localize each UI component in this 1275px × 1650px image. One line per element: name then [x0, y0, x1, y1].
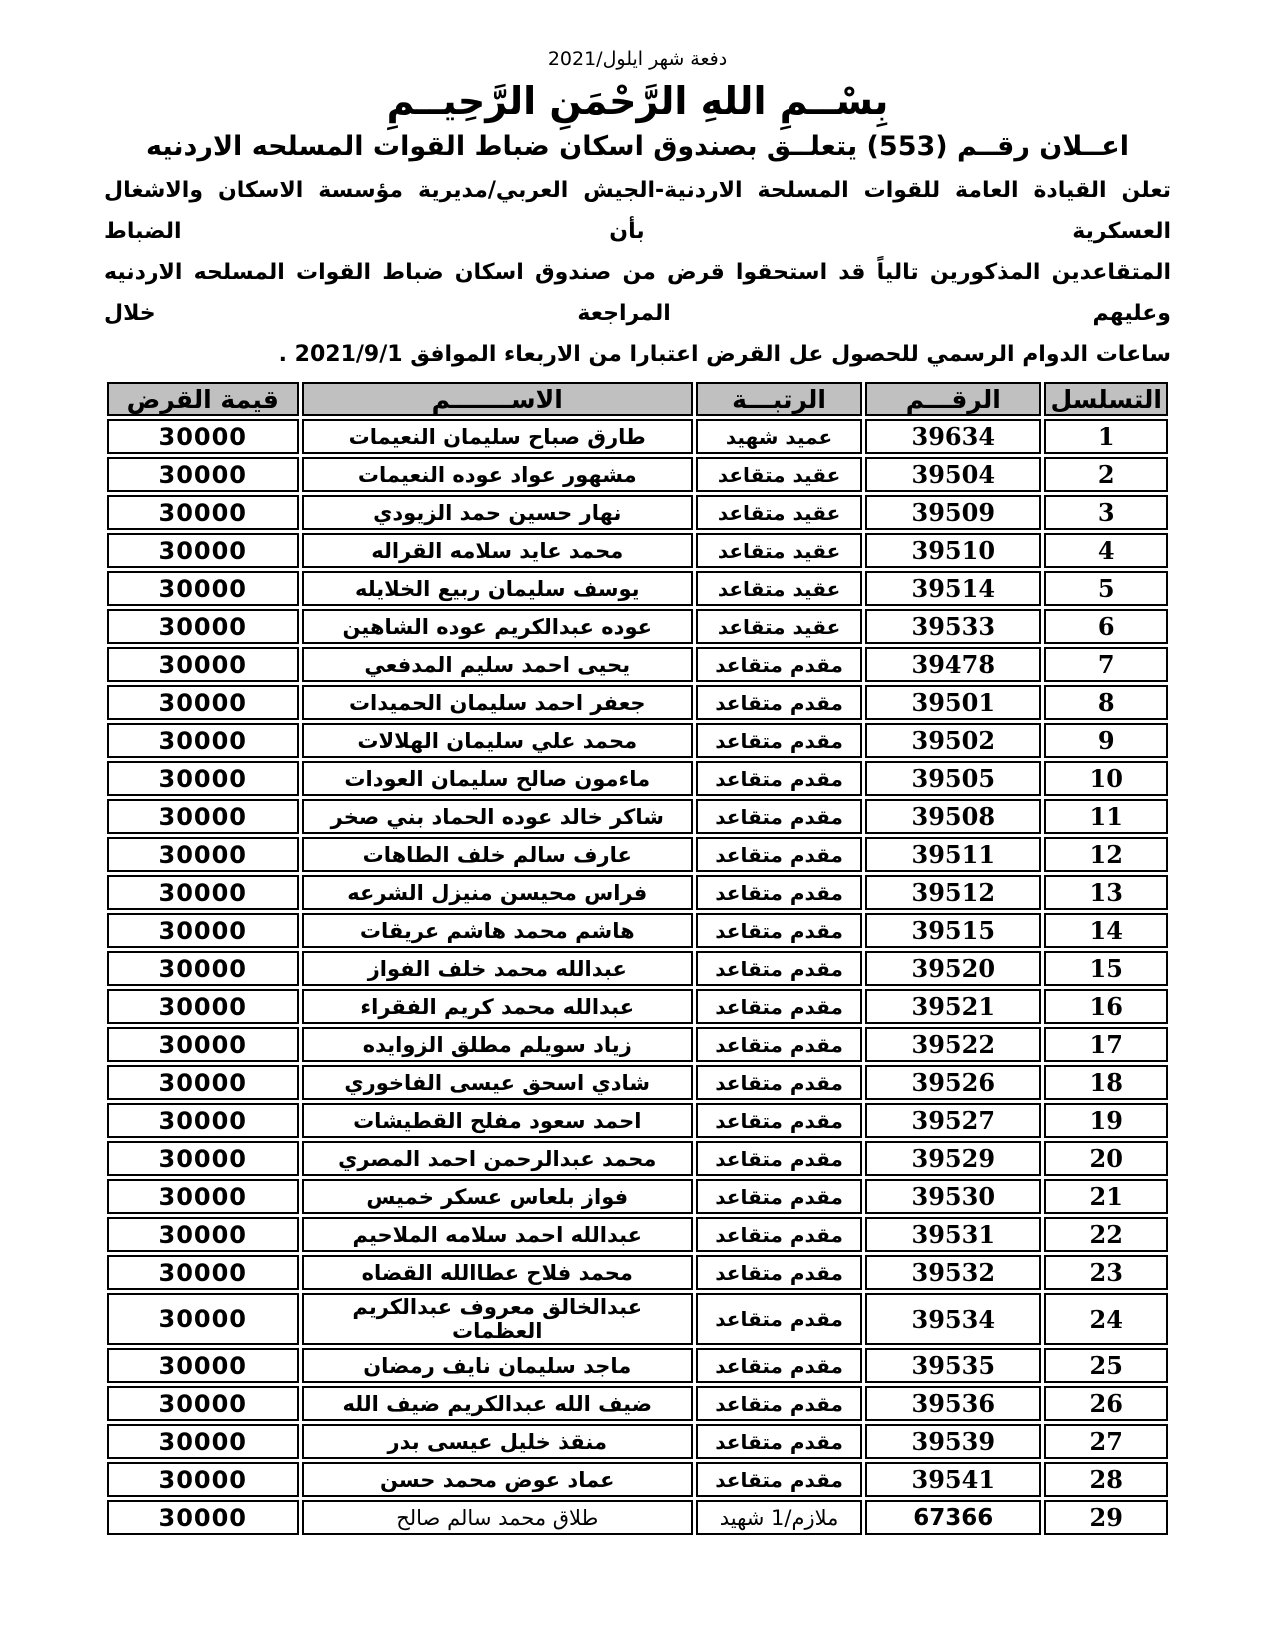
- loan-cell: 30000: [107, 723, 299, 758]
- number-cell: 39511: [865, 837, 1041, 872]
- loan-cell: 30000: [107, 1103, 299, 1138]
- table-row: [107, 1255, 1168, 1290]
- number-cell: 39512: [865, 875, 1041, 910]
- loan-cell: 30000: [107, 571, 299, 606]
- number-cell: 39508: [865, 799, 1041, 834]
- serial-cell: 12: [1044, 837, 1168, 872]
- serial-cell: 14: [1044, 913, 1168, 948]
- rank-cell: مقدم متقاعد: [696, 837, 862, 872]
- loan-cell: 30000: [107, 989, 299, 1024]
- rank-cell: مقدم متقاعد: [696, 951, 862, 986]
- name-cell: زياد سويلم مطلق الزوايده: [302, 1027, 694, 1062]
- table-row: [107, 951, 1168, 986]
- rank-cell: مقدم متقاعد: [696, 1217, 862, 1252]
- table-row: [107, 1217, 1168, 1252]
- number-cell: 39533: [865, 609, 1041, 644]
- column-header-name: الاســـــــم: [302, 382, 694, 416]
- serial-cell: 16: [1044, 989, 1168, 1024]
- table-row: [107, 837, 1168, 872]
- bismillah-calligraphy: بِسْــمِ اللهِ الرَّحْمَنِ الرَّحِيــمِ: [386, 79, 889, 123]
- serial-cell: 18: [1044, 1065, 1168, 1100]
- rank-cell: مقدم متقاعد: [696, 1462, 862, 1497]
- number-cell: 39509: [865, 495, 1041, 530]
- announcement-title: اعــلان رقــم (553) يتعلــق بصندوق اسكان ضباط القوات المسلحه الاردنيه: [146, 131, 1129, 163]
- number-cell: 39531: [865, 1217, 1041, 1252]
- table-row: [107, 1065, 1168, 1100]
- name-cell: ماءمون صالح سليمان العودات: [302, 761, 694, 796]
- rank-cell: مقدم متقاعد: [696, 799, 862, 834]
- table-row: [107, 1348, 1168, 1383]
- table-row: [107, 723, 1168, 758]
- rank-cell: مقدم متقاعد: [696, 875, 862, 910]
- serial-cell: 22: [1044, 1217, 1168, 1252]
- name-cell: شاكر خالد عوده الحماد بني صخر: [302, 799, 694, 834]
- serial-cell: 27: [1044, 1424, 1168, 1459]
- serial-cell: 17: [1044, 1027, 1168, 1062]
- name-cell: طلاق محمد سالم صالح: [302, 1500, 694, 1535]
- name-cell: احمد سعود مفلح القطيشات: [302, 1103, 694, 1138]
- table-row: [107, 1179, 1168, 1214]
- intro-line-3: ساعات الدوام الرسمي للحصول عل القرض اعتبارا من الاربعاء الموافق 2021/9/1 .: [278, 342, 1171, 368]
- table-row: [107, 609, 1168, 644]
- name-cell: محمد عبدالرحمن احمد المصري: [302, 1141, 694, 1176]
- loan-cell: 30000: [107, 1255, 299, 1290]
- serial-cell: 9: [1044, 723, 1168, 758]
- loan-cell: 30000: [107, 951, 299, 986]
- loan-table-header: [107, 382, 1168, 416]
- number-cell: 39502: [865, 723, 1041, 758]
- number-cell: 39541: [865, 1462, 1041, 1497]
- serial-cell: 28: [1044, 1462, 1168, 1497]
- name-cell: عماد عوض محمد حسن: [302, 1462, 694, 1497]
- loan-table-body: [107, 419, 1168, 1535]
- serial-cell: 13: [1044, 875, 1168, 910]
- loan-cell: 30000: [107, 761, 299, 796]
- serial-cell: 3: [1044, 495, 1168, 530]
- loan-cell: 30000: [107, 533, 299, 568]
- loan-cell: 30000: [107, 457, 299, 492]
- name-cell: عبدالله محمد كريم الفقراء: [302, 989, 694, 1024]
- table-row: [107, 989, 1168, 1024]
- table-row: [107, 913, 1168, 948]
- table-row: [107, 533, 1168, 568]
- rank-cell: مقدم متقاعد: [696, 913, 862, 948]
- rank-cell: مقدم متقاعد: [696, 685, 862, 720]
- number-cell: 39522: [865, 1027, 1041, 1062]
- table-row: [107, 875, 1168, 910]
- name-cell: عوده عبدالكريم عوده الشاهين: [302, 609, 694, 644]
- table-row: [107, 571, 1168, 606]
- name-cell: يحيى احمد سليم المدفعي: [302, 647, 694, 682]
- serial-cell: 19: [1044, 1103, 1168, 1138]
- number-cell: 39534: [865, 1293, 1041, 1345]
- table-row: [107, 647, 1168, 682]
- column-header-rank: الرتبـــة: [696, 382, 862, 416]
- rank-cell: مقدم متقاعد: [696, 1348, 862, 1383]
- serial-cell: 26: [1044, 1386, 1168, 1421]
- number-cell: 39504: [865, 457, 1041, 492]
- rank-cell: مقدم متقاعد: [696, 723, 862, 758]
- loan-cell: 30000: [107, 1293, 299, 1345]
- number-cell: 39521: [865, 989, 1041, 1024]
- rank-cell: مقدم متقاعد: [696, 1424, 862, 1459]
- table-row: [107, 1103, 1168, 1138]
- name-cell: عبدالله احمد سلامه الملاحيم: [302, 1217, 694, 1252]
- rank-cell: ملازم/1 شهيد: [696, 1500, 862, 1535]
- loan-cell: 30000: [107, 495, 299, 530]
- loan-cell: 30000: [107, 1462, 299, 1497]
- loan-cell: 30000: [107, 875, 299, 910]
- intro-line-1: تعلن القيادة العامة للقوات المسلحة الاردنية-الجيش العربي/مديرية مؤسسة الاسكان والاشغال العسكرية بأن الضباط: [104, 178, 1171, 245]
- header-row: [107, 382, 1168, 416]
- table-row: [107, 1293, 1168, 1345]
- rank-cell: مقدم متقاعد: [696, 989, 862, 1024]
- serial-cell: 23: [1044, 1255, 1168, 1290]
- name-cell: عبدالله محمد خلف الفواز: [302, 951, 694, 986]
- rank-cell: مقدم متقاعد: [696, 1027, 862, 1062]
- table-row: [107, 1424, 1168, 1459]
- loan-cell: 30000: [107, 647, 299, 682]
- serial-cell: 10: [1044, 761, 1168, 796]
- rank-cell: عقيد متقاعد: [696, 533, 862, 568]
- number-cell: 39527: [865, 1103, 1041, 1138]
- number-cell: 39510: [865, 533, 1041, 568]
- name-cell: جعفر احمد سليمان الحميدات: [302, 685, 694, 720]
- serial-cell: 4: [1044, 533, 1168, 568]
- loan-cell: 30000: [107, 609, 299, 644]
- table-row: [107, 1500, 1168, 1535]
- number-cell: 39515: [865, 913, 1041, 948]
- name-cell: محمد علي سليمان الهلالات: [302, 723, 694, 758]
- serial-cell: 6: [1044, 609, 1168, 644]
- serial-cell: 20: [1044, 1141, 1168, 1176]
- number-cell: 39634: [865, 419, 1041, 454]
- name-cell: ضيف الله عبدالكريم ضيف الله: [302, 1386, 694, 1421]
- loan-cell: 30000: [107, 419, 299, 454]
- number-cell: 39529: [865, 1141, 1041, 1176]
- column-header-serial: التسلسل: [1044, 382, 1168, 416]
- loan-cell: 30000: [107, 1424, 299, 1459]
- loan-cell: 30000: [107, 1141, 299, 1176]
- number-cell: 39530: [865, 1179, 1041, 1214]
- serial-cell: 5: [1044, 571, 1168, 606]
- serial-cell: 1: [1044, 419, 1168, 454]
- table-row: [107, 1141, 1168, 1176]
- number-cell: 39478: [865, 647, 1041, 682]
- table-row: [107, 761, 1168, 796]
- number-cell: 39526: [865, 1065, 1041, 1100]
- rank-cell: مقدم متقاعد: [696, 761, 862, 796]
- name-cell: هاشم محمد هاشم عريقات: [302, 913, 694, 948]
- serial-cell: 2: [1044, 457, 1168, 492]
- serial-cell: 25: [1044, 1348, 1168, 1383]
- loan-cell: 30000: [107, 1500, 299, 1535]
- table-row: [107, 1027, 1168, 1062]
- loan-cell: 30000: [107, 685, 299, 720]
- loan-cell: 30000: [107, 1217, 299, 1252]
- loan-cell: 30000: [107, 1179, 299, 1214]
- loan-cell: 30000: [107, 1386, 299, 1421]
- name-cell: يوسف سليمان ربيع الخلايله: [302, 571, 694, 606]
- loan-cell: 30000: [107, 1027, 299, 1062]
- name-cell: عبدالخالق معروف عبدالكريم العظمات: [302, 1293, 694, 1345]
- number-cell: 39539: [865, 1424, 1041, 1459]
- serial-cell: 29: [1044, 1500, 1168, 1535]
- rank-cell: عقيد متقاعد: [696, 609, 862, 644]
- rank-cell: عقيد متقاعد: [696, 457, 862, 492]
- column-header-loan: قيمة القرض: [107, 382, 299, 416]
- loan-table: [104, 379, 1171, 1538]
- table-row: [107, 799, 1168, 834]
- loan-cell: 30000: [107, 1065, 299, 1100]
- number-cell: 39520: [865, 951, 1041, 986]
- rank-cell: مقدم متقاعد: [696, 647, 862, 682]
- name-cell: محمد عايد سلامه القراله: [302, 533, 694, 568]
- number-cell: 39536: [865, 1386, 1041, 1421]
- rank-cell: عقيد متقاعد: [696, 571, 862, 606]
- serial-cell: 24: [1044, 1293, 1168, 1345]
- table-row: [107, 1386, 1168, 1421]
- rank-cell: مقدم متقاعد: [696, 1293, 862, 1345]
- name-cell: محمد فلاح عطاالله القضاه: [302, 1255, 694, 1290]
- name-cell: مشهور عواد عوده النعيمات: [302, 457, 694, 492]
- name-cell: عارف سالم خلف الطاهات: [302, 837, 694, 872]
- table-row: [107, 495, 1168, 530]
- serial-cell: 7: [1044, 647, 1168, 682]
- rank-cell: عميد شهيد: [696, 419, 862, 454]
- loan-cell: 30000: [107, 837, 299, 872]
- rank-cell: مقدم متقاعد: [696, 1103, 862, 1138]
- rank-cell: مقدم متقاعد: [696, 1179, 862, 1214]
- serial-cell: 15: [1044, 951, 1168, 986]
- loan-cell: 30000: [107, 799, 299, 834]
- serial-cell: 8: [1044, 685, 1168, 720]
- name-cell: فراس محيسن منيزل الشرعه: [302, 875, 694, 910]
- name-cell: نهار حسين حمد الزيودي: [302, 495, 694, 530]
- table-row: [107, 1462, 1168, 1497]
- rank-cell: مقدم متقاعد: [696, 1255, 862, 1290]
- name-cell: طارق صباح سليمان النعيمات: [302, 419, 694, 454]
- column-header-number: الرقـــم: [865, 382, 1041, 416]
- number-cell: 39514: [865, 571, 1041, 606]
- rank-cell: عقيد متقاعد: [696, 495, 862, 530]
- serial-cell: 11: [1044, 799, 1168, 834]
- intro-paragraph: [104, 170, 1171, 375]
- loan-cell: 30000: [107, 1348, 299, 1383]
- rank-cell: مقدم متقاعد: [696, 1141, 862, 1176]
- intro-line-2: المتقاعدين المذكورين تالياً قد استحقوا قرض من صندوق اسكان ضباط القوات المسلحه الاردنيه وعليهم المراجعة خلال: [104, 260, 1171, 327]
- rank-cell: مقدم متقاعد: [696, 1386, 862, 1421]
- table-row: [107, 457, 1168, 492]
- loan-cell: 30000: [107, 913, 299, 948]
- table-row: [107, 419, 1168, 454]
- serial-cell: 21: [1044, 1179, 1168, 1214]
- name-cell: شادي اسحق عيسى الفاخوري: [302, 1065, 694, 1100]
- number-cell: 67366: [865, 1500, 1041, 1535]
- batch-date-line: دفعة شهر ايلول/2021: [547, 48, 728, 70]
- name-cell: ماجد سليمان نايف رمضان: [302, 1348, 694, 1383]
- number-cell: 39505: [865, 761, 1041, 796]
- rank-cell: مقدم متقاعد: [696, 1065, 862, 1100]
- name-cell: فواز بلعاس عسكر خميس: [302, 1179, 694, 1214]
- table-row: [107, 685, 1168, 720]
- name-cell: منقذ خليل عيسى بدر: [302, 1424, 694, 1459]
- number-cell: 39535: [865, 1348, 1041, 1383]
- number-cell: 39532: [865, 1255, 1041, 1290]
- number-cell: 39501: [865, 685, 1041, 720]
